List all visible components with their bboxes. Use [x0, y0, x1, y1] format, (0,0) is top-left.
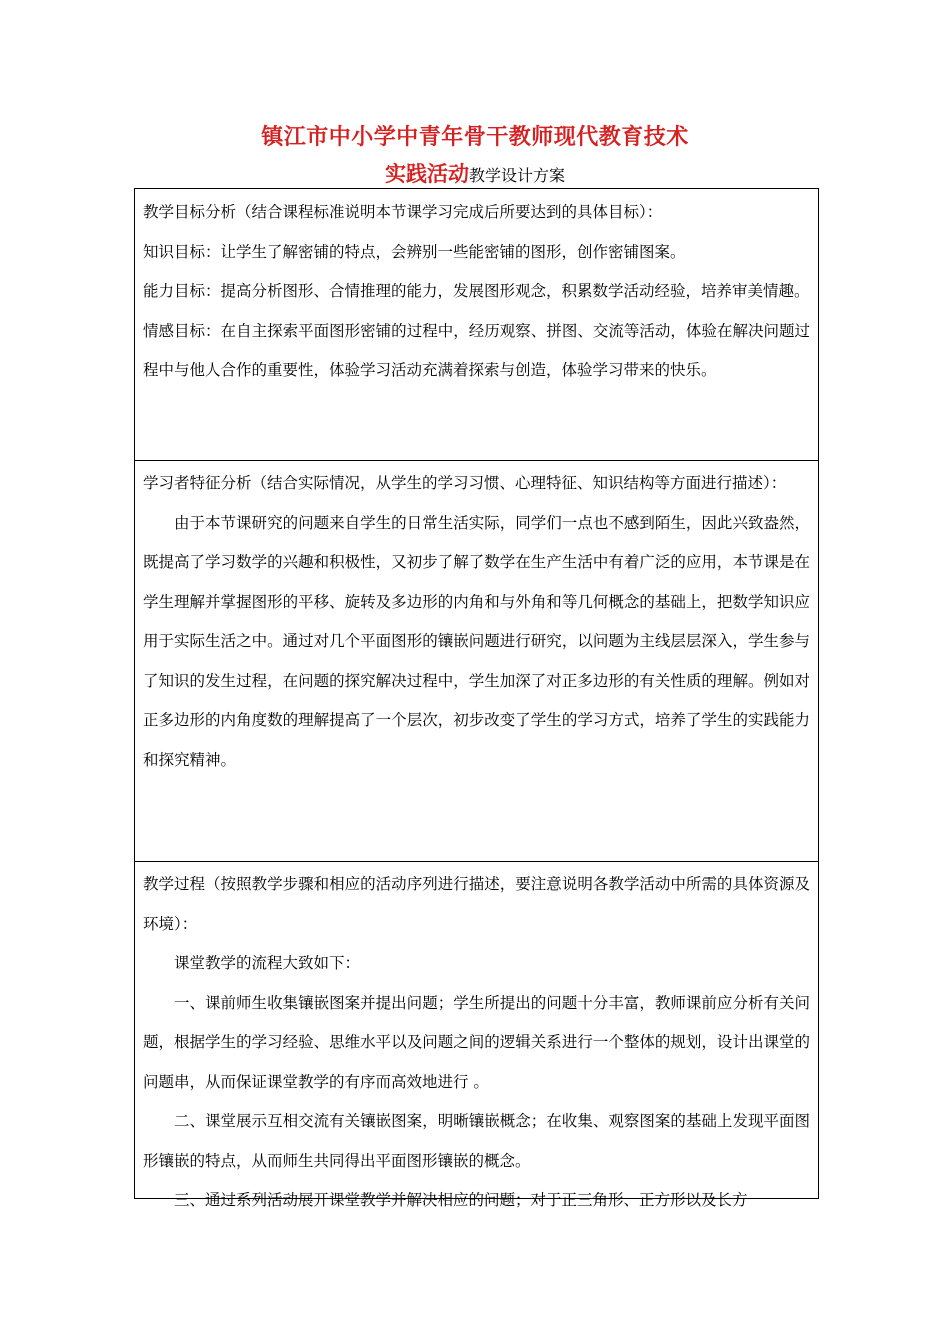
subtitle-highlight: 实践活动	[384, 161, 469, 186]
teaching-process-section	[134, 861, 819, 1209]
learner-analysis-section	[134, 460, 819, 862]
emotion-objective: 情感目标：在自主探索平面图形密铺的过程中，经历观察、拼图、交流等活动，体验在解决问题过程中与他人合作的重要性，体验学习活动充满着探索与创造，体验学习带来的快乐。	[143, 321, 810, 379]
ability-objective: 能力目标：提高分析图形、合情推理的能力，发展图形观念，积累数学活动经验，培养审美情趣。	[143, 282, 810, 300]
subtitle-text: 教学设计方案	[468, 166, 565, 185]
learner-body: 由于本节课研究的问题来自学生的日常生活实际，同学们一点也不感到陌生，因此兴致盎然，既提高了学习数学的兴趣和积极性，又初步了解了数学在生产生活中有着广泛的应用，本节课是在学生理解并掌握图形的平移、旋转及多边形的内角和与外角和等几何概念的基础上，把数学知识应用于实际生活之中。通过对几个平面图形的镶嵌问题进行研究，以问题为主线层层深入，学生参与了知识的发生过程，在问题的探究解决过程中，学生加深了对正多边形的有关性质的理解。例如对正多边形的内角度数的理解提高了一个层次，初步改变了学生的学习方式，培养了学生的实践能力和探究精神。	[143, 513, 810, 769]
process-heading: 教学过程（按照教学步骤和相应的活动序列进行描述，要注意说明各教学活动中所需的具体资源及环境）：	[143, 875, 810, 933]
document-title: 镇江市中小学中青年骨干教师现代教育技术	[261, 124, 689, 150]
objectives-heading: 教学目标分析（结合课程标准说明本节课学习完成后所要达到的具体目标）：	[143, 203, 663, 221]
process-step-1: 一、课前师生收集镶嵌图案并提出问题；学生所提出的问题十分丰富，教师课前应分析有关问题，根据学生的学习经验、思维水平以及问题之间的逻辑关系进行一个整体的规划，设计出课堂的问题串，从而保证课堂教学的有序而高效地进行 。	[143, 993, 810, 1091]
process-intro: 课堂教学的流程大致如下：	[174, 954, 361, 972]
knowledge-objective: 知识目标：让学生了解密铺的特点，会辨别一些能密铺的图形，创作密铺图案。	[143, 242, 686, 261]
learner-heading: 学习者特征分析（结合实际情况，从学生的学习习惯、心理特征、知识结构等方面进行描述）：	[143, 474, 787, 492]
objectives-section	[134, 188, 819, 461]
document-subtitle	[0, 158, 950, 188]
process-step-2: 二、课堂展示互相交流有关镶嵌图案，明晰镶嵌概念；在收集、观察图案的基础上发现平面图形镶嵌的特点，从而师生共同得出平面图形镶嵌的概念。	[143, 1112, 810, 1170]
process-step-3: 三、通过系列活动展开课堂教学并解决相应的问题；对于正三角形、正方形以及长方	[174, 1191, 748, 1209]
